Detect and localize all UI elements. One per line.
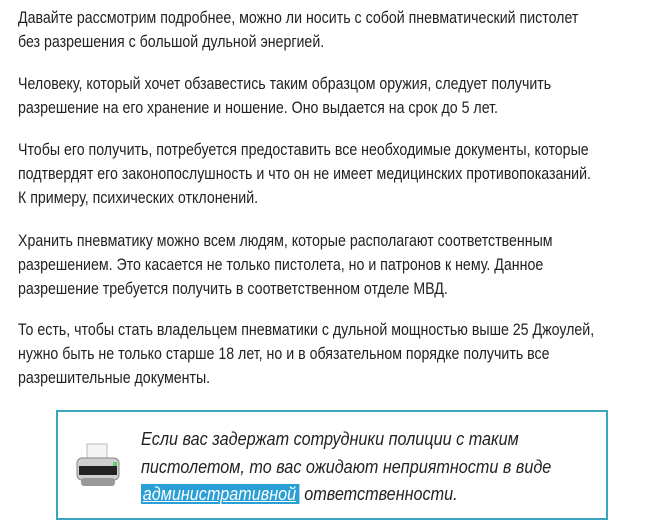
text-line: Человеку, который хочет обзавестись таким образцом оружия, следует получить	[18, 75, 552, 93]
callout-box	[56, 410, 608, 520]
printer-icon	[73, 442, 123, 492]
text-line: Чтобы его получить, потребуется предоставить все необходимые документы, которые	[18, 141, 589, 159]
paragraph-5	[18, 318, 659, 390]
text-line: К примеру, психических отклонений.	[18, 189, 259, 207]
callout-line: Если вас задержат сотрудники полиции с таким	[141, 429, 519, 449]
text-line: подтвердят его законопослушность и что он не имеет медицинских противопоказаний.	[18, 165, 591, 183]
callout-line-rest: ответственности.	[299, 484, 458, 504]
paragraph-4	[18, 229, 640, 301]
text-line: разрешением. Это касается не только пистолета, но и патронов к нему. Данное	[18, 256, 544, 274]
text-line: разрешительные документы.	[18, 369, 211, 387]
paragraph-3	[18, 138, 659, 210]
paragraph-2	[18, 72, 638, 120]
text-line: разрешение требуется получить в соответственном отделе МВД.	[18, 280, 448, 298]
callout-line: пистолетом, то вас ожидают неприятности в виде	[141, 456, 552, 477]
text-line: нужно быть не только старше 18 лет, но и в обязательном порядке получить все	[18, 345, 550, 363]
text-line: То есть, чтобы стать владельцем пневматики с дульной мощностью выше 25 Джоулей,	[18, 321, 595, 339]
paragraph-1	[18, 6, 659, 54]
text-line: Хранить пневматику можно всем людям, которые располагают соответственным	[18, 232, 553, 250]
callout-text	[141, 426, 597, 509]
text-line: Давайте рассмотрим подробнее, можно ли носить с собой пневматический пистолет	[18, 9, 579, 27]
text-line: разрешение на его хранение и ношение. Оно выдается на срок до 5 лет.	[18, 99, 498, 117]
administrative-link[interactable]: административной	[141, 484, 300, 504]
callout-line	[141, 481, 551, 509]
text-line: без разрешения с большой дульной энергией.	[18, 33, 325, 51]
